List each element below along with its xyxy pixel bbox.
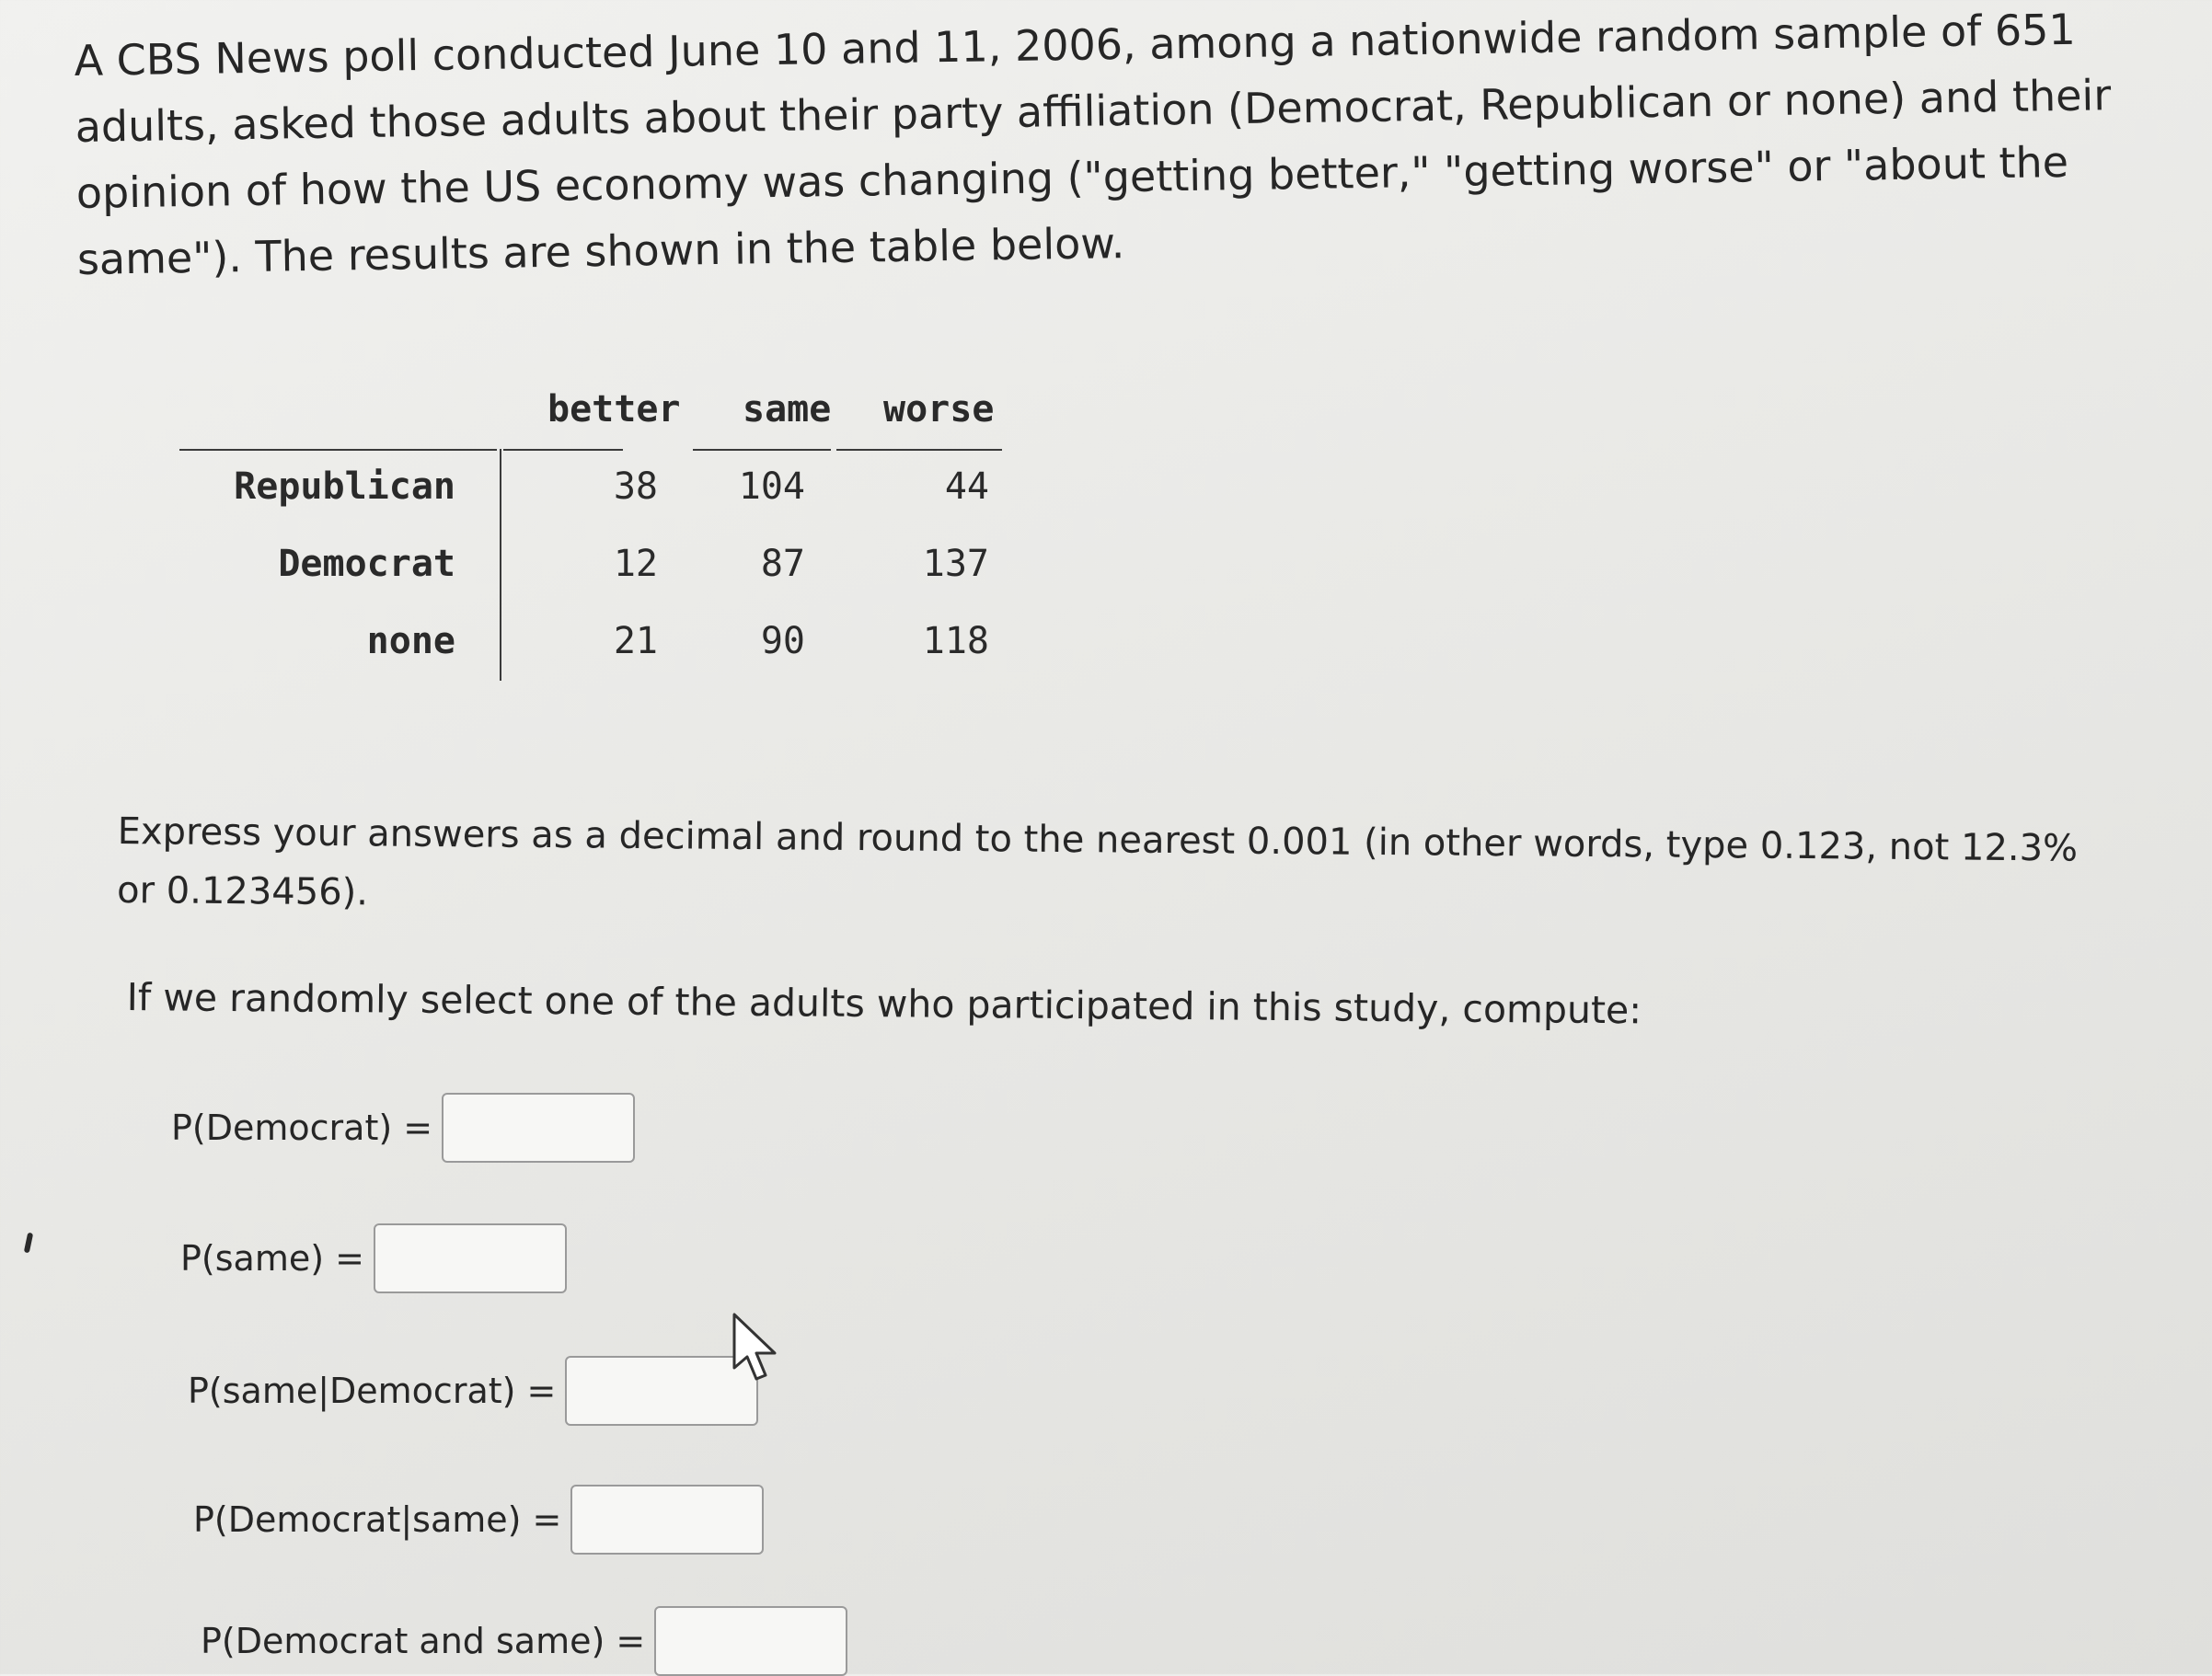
header-rule-better — [503, 449, 623, 451]
header-rule-same — [693, 449, 831, 451]
question-label: P(Democrat and same) = — [201, 1621, 646, 1661]
rounding-instructions: Express your answers as a decimal and round to the nearest 0.001 (in other words, type 0.123, not 12.3% or 0.123456). — [116, 809, 2079, 914]
table-cell: 87 — [760, 543, 805, 585]
table-cell: 118 — [922, 620, 989, 662]
column-header-same: same — [743, 388, 832, 430]
table-cell: 12 — [613, 543, 658, 585]
header-rule-rowlabels — [179, 449, 497, 451]
question-label: P(same|Democrat) = — [188, 1371, 557, 1411]
table-cell: 21 — [613, 620, 658, 662]
question-label: P(Democrat|same) = — [193, 1499, 562, 1540]
question-label: P(same) = — [180, 1238, 364, 1279]
column-header-worse: worse — [883, 388, 995, 430]
pen-mark — [24, 1233, 33, 1254]
arrow-pointer-icon — [727, 1311, 782, 1384]
question-p-democrat — [171, 1093, 635, 1163]
table-cell: 104 — [738, 465, 805, 508]
question-p-same — [180, 1223, 567, 1293]
question-label: P(Democrat) = — [171, 1108, 433, 1148]
table-cell: 38 — [613, 465, 658, 508]
table-cell: 137 — [922, 543, 989, 585]
question-p-democrat-and-same — [201, 1606, 847, 1676]
row-label-republican: Republican — [234, 465, 455, 508]
answer-input-p-democrat[interactable] — [442, 1093, 635, 1163]
problem-intro: A CBS News poll conducted June 10 and 11, 2006, among a nationwide random sample of 651 adults, asked those adults about their party affiliation (Democrat, Republican or none) and their opinion of how the US economy was changing ("getting better," "getting worse" or "about the same"). The results are shown in the table below. — [74, 4, 2112, 284]
answer-input-p-democrat-and-same[interactable] — [654, 1606, 847, 1676]
contingency-table — [179, 377, 1026, 690]
table-cell: 90 — [760, 620, 805, 662]
answer-input-p-democrat-given-same[interactable] — [570, 1485, 764, 1555]
header-rule-worse — [836, 449, 1002, 451]
row-label-democrat: Democrat — [278, 543, 455, 585]
question-p-same-given-democrat — [188, 1356, 758, 1426]
table-cell: 44 — [944, 465, 989, 508]
row-label-none: none — [366, 620, 455, 662]
column-header-better: better — [547, 388, 681, 430]
question-p-democrat-given-same — [193, 1485, 764, 1555]
compute-prompt: If we randomly select one of the adults who participated in this study, compute: — [126, 975, 1642, 1033]
answer-input-p-same[interactable] — [374, 1223, 567, 1293]
table-vertical-rule — [500, 449, 501, 681]
